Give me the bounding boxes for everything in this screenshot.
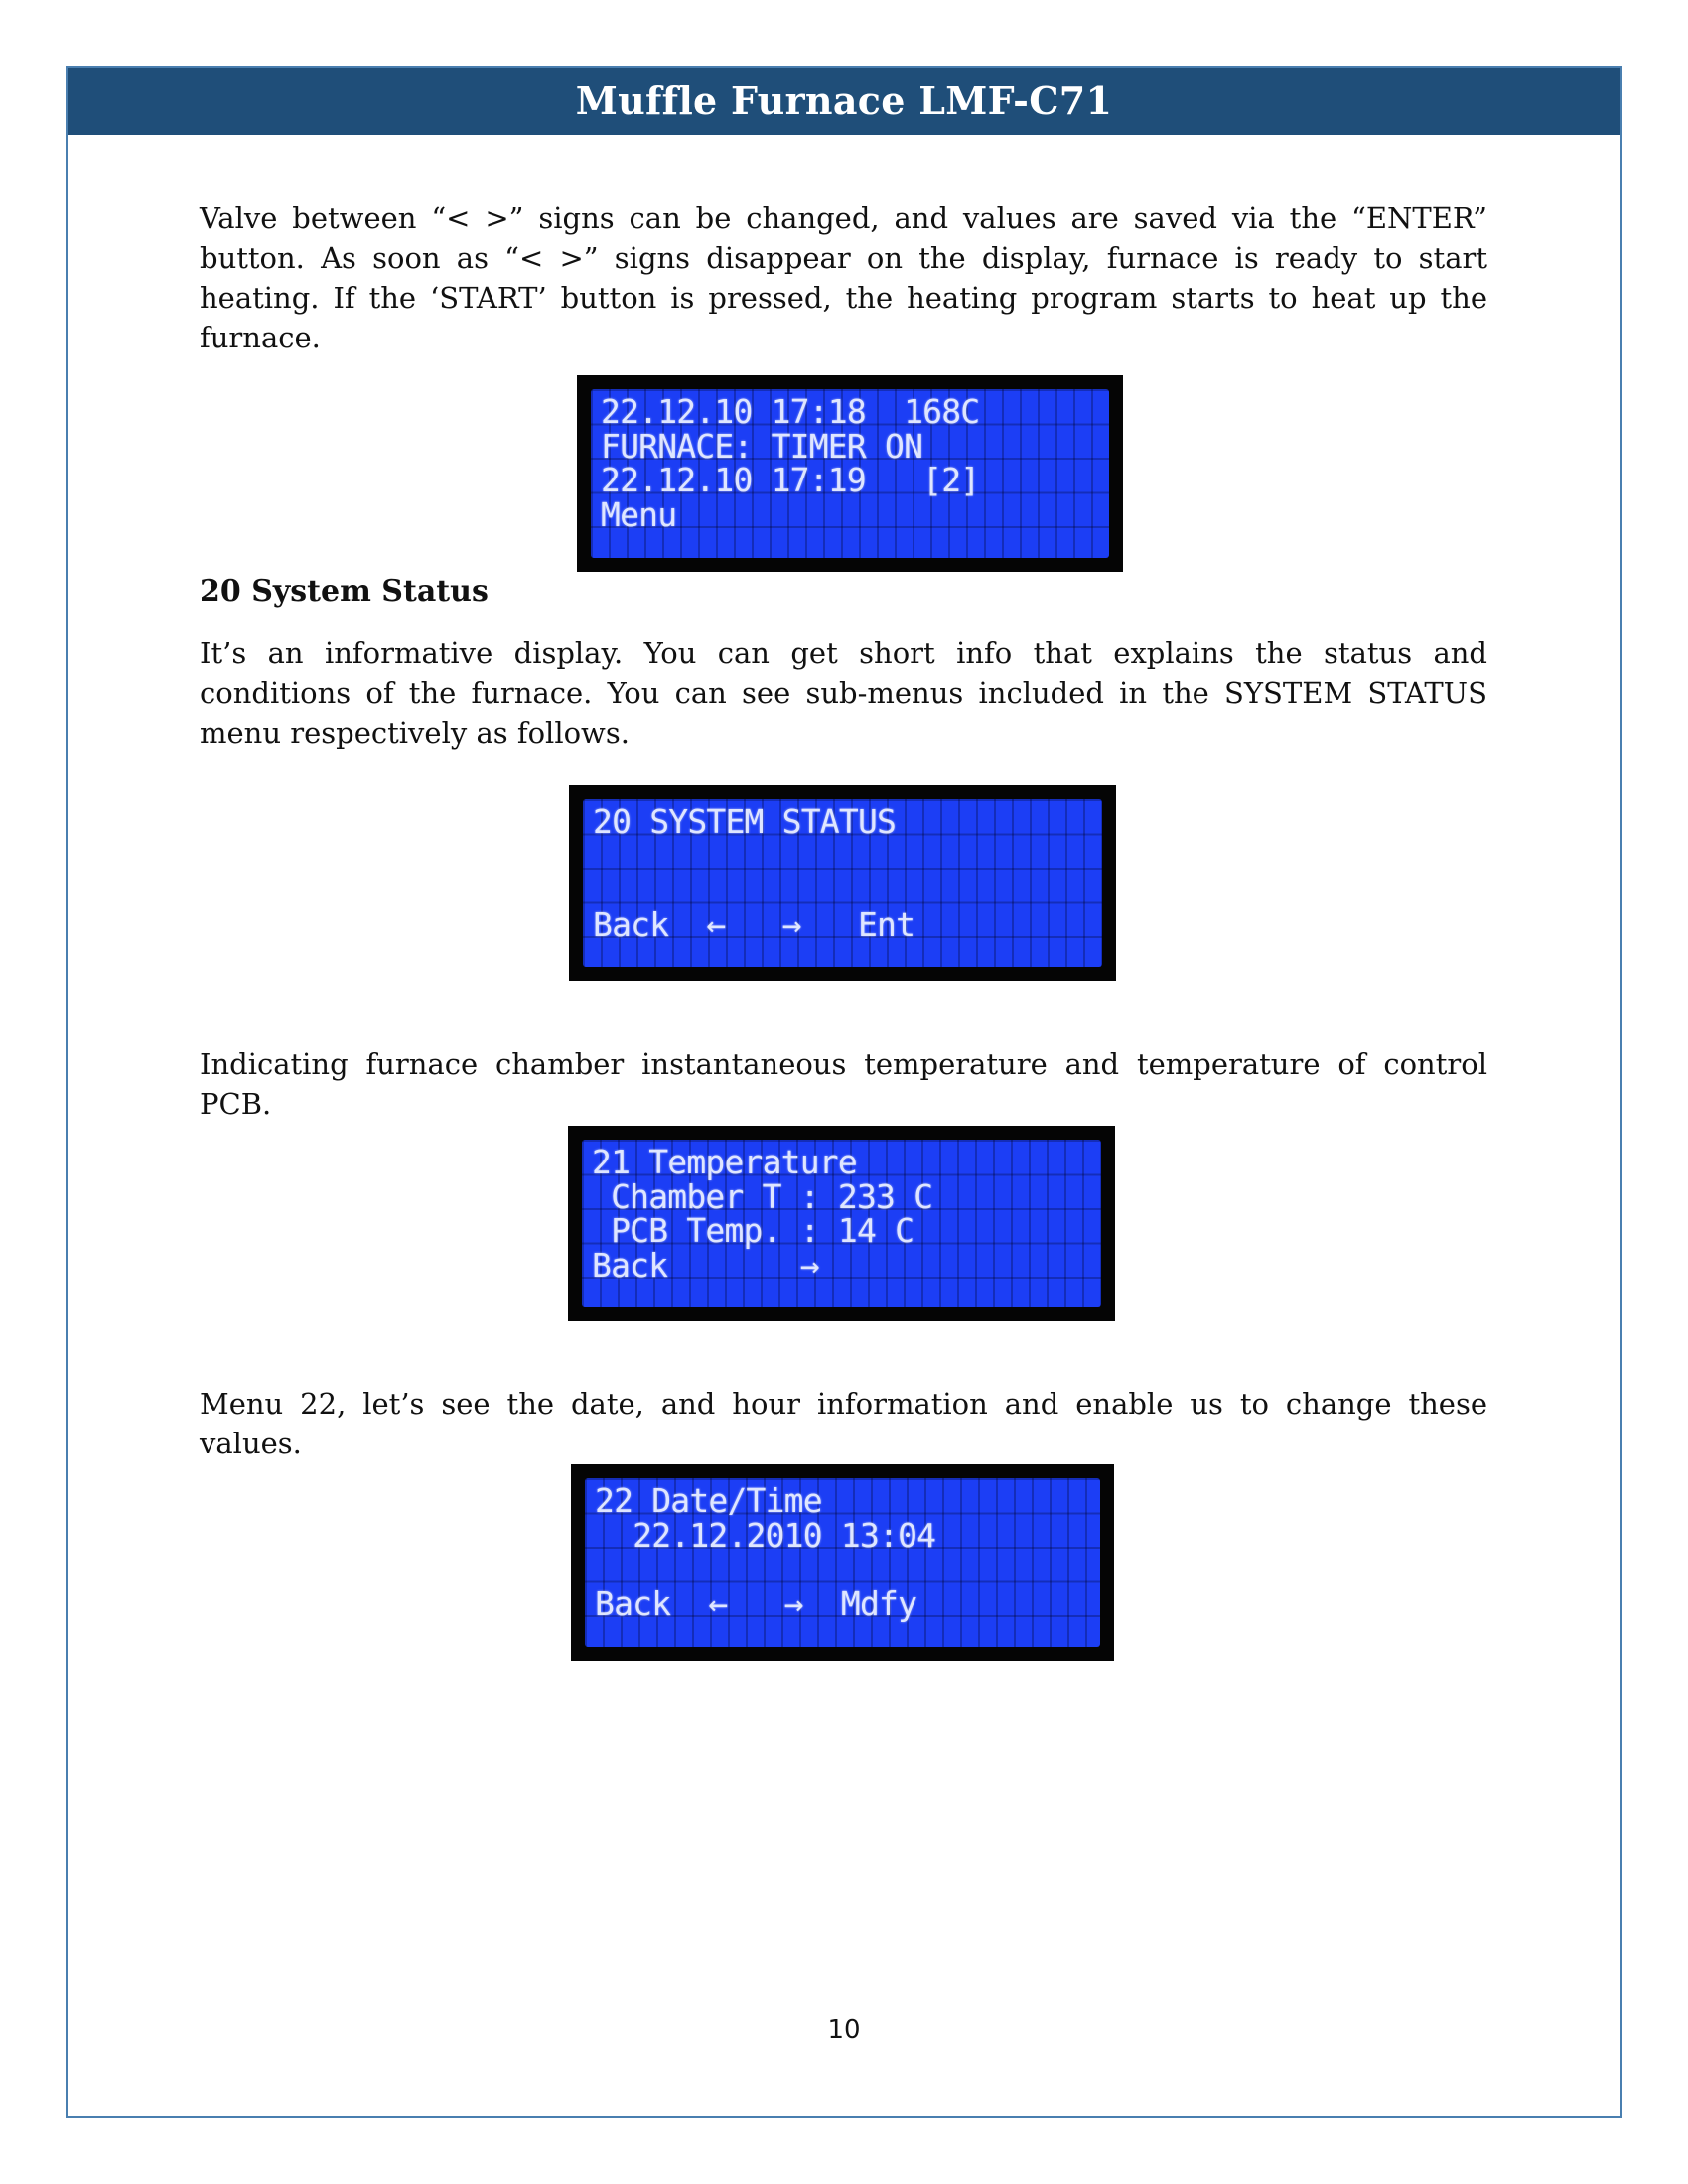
lcd-display-system-status [569,785,1116,981]
lcd-screen [582,1140,1101,1307]
page-header [68,68,1620,135]
lcd-display-temperature [568,1126,1115,1321]
lcd-screen [583,799,1102,967]
lcd-line: 22 Date/Time [595,1481,822,1520]
lcd-line: Chamber T : 233 C [592,1176,933,1216]
lcd-line: 22.12.2010 13:04 [595,1515,936,1555]
lcd-line: 21 Temperature [592,1143,857,1181]
lcd-display-timer [577,375,1123,572]
lcd-screen [591,389,1109,558]
lcd-line: Back → [592,1245,819,1285]
lcd-line [593,874,1092,908]
temperature-paragraph: Indicating furnace chamber instantaneous temperature and temperature of control PCB. [200,1047,1487,1121]
lcd-line: PCB Temp. : 14 C [592,1211,914,1250]
lcd-line: 22.12.10 17:19 [2] [601,461,980,499]
document-title: Muffle Furnace LMF-C71 [575,78,1113,123]
date-paragraph: Menu 22, let’s see the date, and hour information and enable us to change these values. [200,1387,1487,1460]
lcd-line: 22.12.10 17:18 168C [601,392,980,431]
section-heading: 20 System Status [200,574,489,609]
lcd-line [595,1553,1090,1587]
lcd-display-date-time [571,1464,1114,1661]
page-number: 10 [827,2015,861,2045]
lcd-line: Menu [601,494,677,534]
intro-paragraph: Valve between “< >” signs can be changed, and values are saved via the “ENTER” button. As soon as “< >” signs disappear on the display, furnace is ready to start heating. If the ‘START’ button is pressed, the heating program starts to heat up the furnace. [200,202,1487,354]
lcd-line: FURNACE: TIMER ON [601,426,923,466]
lcd-line: Back ← → Mdfy [595,1583,917,1623]
section-paragraph: It’s an informative display. You can get short info that explains the status and conditions of the furnace. You can see sub-menus included in the SYSTEM STATUS menu respectively as follows. [200,636,1487,750]
lcd-line: Back ← → Ent [593,904,915,944]
lcd-line [593,840,1092,875]
lcd-screen [585,1478,1100,1647]
lcd-line: 20 SYSTEM STATUS [593,802,897,841]
